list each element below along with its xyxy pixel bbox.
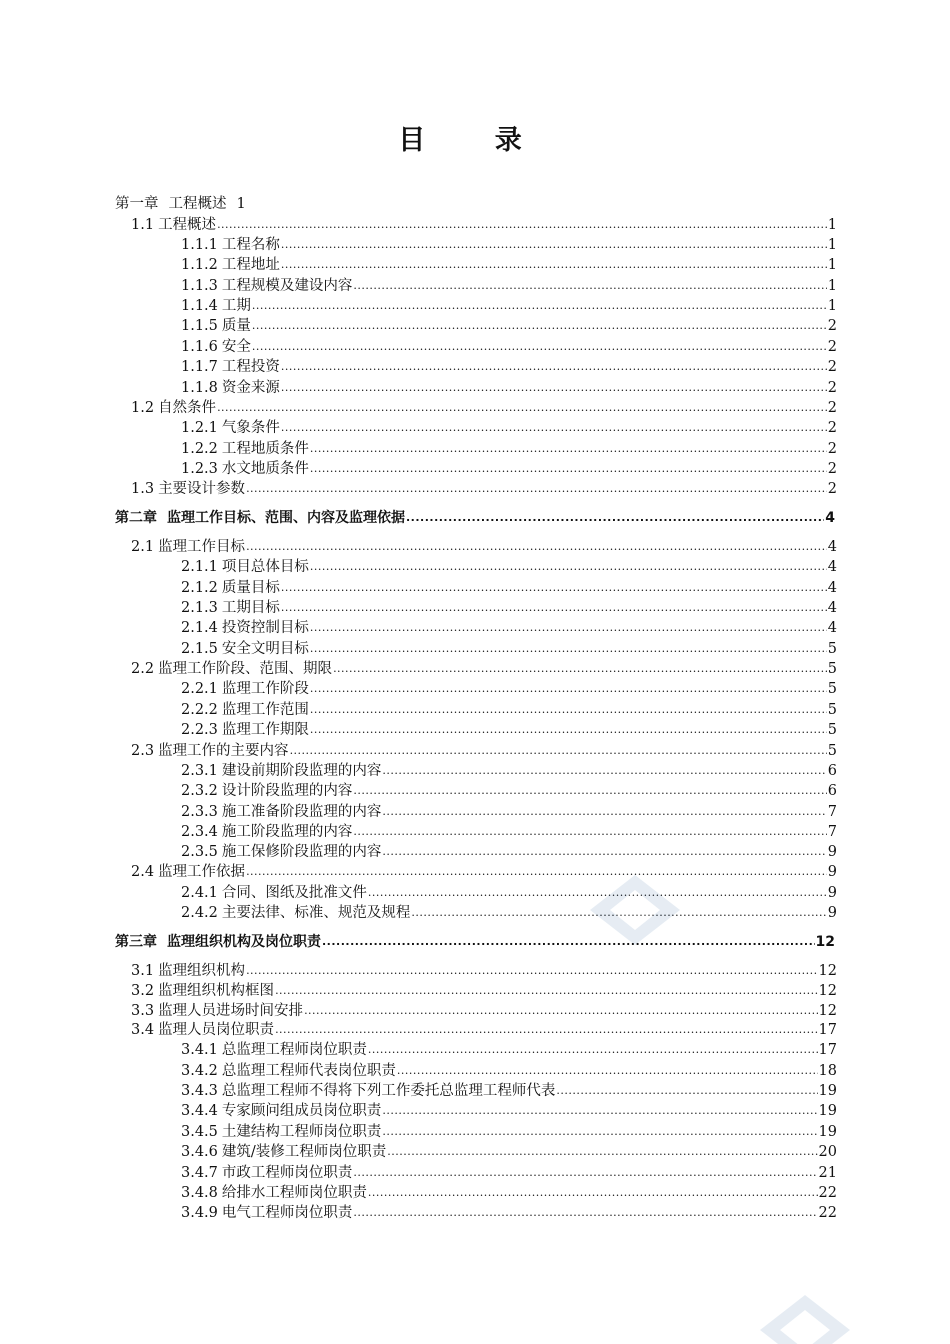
- toc-entry-title: 施工准备阶段监理的内容: [221, 804, 382, 820]
- toc-page-number: 17: [818, 1042, 837, 1058]
- toc-entry-number: 3.2: [131, 983, 155, 999]
- toc-entry-title: 工程概述: [168, 196, 227, 212]
- toc-entry[interactable]: [181, 598, 837, 618]
- toc-entry[interactable]: [181, 1101, 837, 1121]
- toc-dot-leader: [310, 719, 827, 740]
- toc-entry-number: 1.1.4: [181, 298, 218, 314]
- toc-entry-number: 3.4: [131, 1022, 155, 1038]
- toc-entry[interactable]: [181, 903, 837, 923]
- toc-entry-number: 2.4.1: [181, 885, 218, 901]
- toc-entry[interactable]: [181, 1122, 837, 1142]
- toc-entry-number: 1.1: [131, 217, 155, 233]
- toc-page-number: 9: [827, 885, 837, 901]
- toc-entry-number: 1.1.1: [181, 237, 218, 253]
- toc-page-number: 12: [818, 1003, 837, 1019]
- toc-entry[interactable]: [131, 398, 837, 418]
- toc-entry-title: 工程名称: [221, 237, 280, 253]
- toc-entry-title: 资金来源: [221, 380, 280, 396]
- toc-dot-leader: [310, 678, 827, 699]
- toc-page-number: 2: [827, 461, 837, 477]
- toc-entry[interactable]: [115, 508, 835, 528]
- toc-entry[interactable]: [181, 802, 837, 822]
- toc-entry-number: 2.2.1: [181, 681, 218, 697]
- toc-entry-title: 合同、图纸及批准文件: [221, 885, 367, 901]
- toc-dot-leader: [406, 507, 824, 528]
- toc-entry[interactable]: [115, 194, 246, 214]
- toc-entry-title: 自然条件: [158, 400, 217, 416]
- toc-entry-title: 工程概述: [158, 217, 217, 233]
- toc-entry-number: 2.2.3: [181, 722, 218, 738]
- toc-entry-title: 项目总体目标: [221, 559, 309, 575]
- toc-dot-leader: [246, 960, 817, 981]
- toc-entry[interactable]: [181, 781, 837, 801]
- toc-entry-number: 1.2.3: [181, 461, 218, 477]
- toc-dot-leader: [556, 1080, 817, 1101]
- toc-dot-leader: [353, 1202, 817, 1223]
- toc-entry-title: 工程地质条件: [221, 441, 309, 457]
- toc-page-number: 2: [827, 420, 837, 436]
- toc-entry-number: 2.3.5: [181, 844, 218, 860]
- toc-dot-leader: [217, 214, 827, 235]
- toc-entry-number: 1.1.2: [181, 257, 218, 273]
- toc-entry-title: 工程投资: [221, 359, 280, 375]
- toc-dot-leader: [382, 1121, 817, 1142]
- toc-page-number: 17: [818, 1022, 837, 1038]
- toc-page-number: 9: [827, 844, 837, 860]
- toc-page-number: 1: [827, 237, 837, 253]
- toc-entry[interactable]: [181, 1061, 837, 1081]
- toc-entry-number: 3.4.7: [181, 1165, 218, 1181]
- toc-entry-number: 3.4.2: [181, 1063, 218, 1079]
- toc-page-number: 12: [815, 934, 835, 950]
- toc-entry-number: 2.4.2: [181, 905, 218, 921]
- toc-entry-title: 水文地质条件: [221, 461, 309, 477]
- toc-dot-leader: [281, 377, 827, 398]
- toc-entry-title: 监理组织机构框图: [158, 983, 275, 999]
- toc-entry-number: 1.2.1: [181, 420, 218, 436]
- toc-dot-leader: [310, 638, 827, 659]
- toc-entry-number: 3.4.6: [181, 1144, 218, 1160]
- toc-entry-number: 2.1.2: [181, 580, 218, 596]
- toc-entry[interactable]: [131, 215, 837, 235]
- toc-entry[interactable]: [131, 537, 837, 557]
- toc-dot-leader: [310, 617, 827, 638]
- toc-entry-title: 监理组织机构及岗位职责: [167, 934, 321, 950]
- toc-page-number: 12: [818, 963, 837, 979]
- toc-page-number: 6: [827, 783, 837, 799]
- toc-entry-number: 3.4.5: [181, 1124, 218, 1140]
- toc-dot-leader: [281, 356, 827, 377]
- toc-dot-leader: [368, 1182, 818, 1203]
- toc-dot-leader: [275, 980, 817, 1001]
- toc-entry-title: 主要设计参数: [158, 481, 246, 497]
- toc-entry-number: 1.2: [131, 400, 155, 416]
- toc-entry-title: 给排水工程师岗位职责: [221, 1185, 367, 1201]
- toc-page-number: 2: [827, 481, 837, 497]
- toc-entry[interactable]: [131, 479, 837, 499]
- toc-entry-number: 1.1.7: [181, 359, 218, 375]
- toc-entry-title: 安全: [221, 339, 251, 355]
- toc-page-number: 1: [827, 257, 837, 273]
- toc-entry-title: 质量目标: [221, 580, 280, 596]
- toc-page-number: 4: [827, 620, 837, 636]
- toc-entry[interactable]: [181, 439, 837, 459]
- toc-entry-title: 施工保修阶段监理的内容: [221, 844, 382, 860]
- toc-page-number: 7: [827, 824, 837, 840]
- toc-entry[interactable]: [181, 578, 837, 598]
- toc-entry-title: 总监理工程师岗位职责: [221, 1042, 367, 1058]
- toc-entry[interactable]: [131, 1020, 837, 1040]
- toc-entry[interactable]: [131, 659, 837, 679]
- toc-page-number: 4: [825, 510, 835, 526]
- toc-dot-leader: [252, 336, 827, 357]
- toc-dot-leader: [322, 931, 815, 952]
- toc-entry-title: 监理人员进场时间安排: [158, 1003, 304, 1019]
- toc-entry-title: 工期目标: [221, 600, 280, 616]
- toc-page-number: 19: [818, 1103, 837, 1119]
- toc-entry-number: 3.3: [131, 1003, 155, 1019]
- toc-entry[interactable]: [181, 842, 837, 862]
- toc-entry-title: 监理工作的主要内容: [158, 743, 289, 759]
- toc-dot-leader: [290, 740, 827, 761]
- toc-page-number: 19: [818, 1083, 837, 1099]
- toc-dot-leader: [281, 577, 827, 598]
- toc-entry-title: 安全文明目标: [221, 641, 309, 657]
- toc-entry-number: 2.2.2: [181, 702, 218, 718]
- toc-entry[interactable]: [181, 1163, 837, 1183]
- toc-dot-leader: [333, 658, 827, 679]
- toc-entry-number: 2.3: [131, 743, 155, 759]
- toc-page-number: 1: [236, 196, 246, 212]
- toc-page-number: 1: [827, 298, 837, 314]
- toc-entry-number: 2.3.1: [181, 763, 218, 779]
- toc-dot-leader: [382, 841, 826, 862]
- toc-dot-leader: [310, 699, 827, 720]
- toc-page-number: 4: [827, 600, 837, 616]
- toc-entry-number: 1.1.3: [181, 278, 218, 294]
- toc-entry-number: 2.1.4: [181, 620, 218, 636]
- toc-entry-title: 监理工作阶段: [221, 681, 309, 697]
- toc-entry[interactable]: [181, 378, 837, 398]
- toc-entry[interactable]: [181, 618, 837, 638]
- toc-entry-number: 1.1.5: [181, 318, 218, 334]
- toc-entry-title: 监理工作范围: [221, 702, 309, 718]
- toc-entry-title: 监理工作目标: [158, 539, 246, 555]
- toc-page-number: 4: [827, 559, 837, 575]
- toc-dot-leader: [217, 397, 827, 418]
- toc-entry-number: 2.2: [131, 661, 155, 677]
- toc-entry[interactable]: [181, 235, 837, 255]
- toc-page-number: 6: [827, 763, 837, 779]
- toc-page-number: 7: [827, 804, 837, 820]
- toc-entry-number: 3.1: [131, 963, 155, 979]
- toc-page-number: 5: [827, 722, 837, 738]
- toc-entry-number: 第一章: [115, 196, 159, 212]
- toc-entry-number: 2.3.3: [181, 804, 218, 820]
- toc-entry[interactable]: [181, 761, 837, 781]
- toc-entry[interactable]: [181, 357, 837, 377]
- toc-entry-title: 监理组织机构: [158, 963, 246, 979]
- toc-entry-title: 建设前期阶段监理的内容: [221, 763, 382, 779]
- toc-page-number: 21: [818, 1165, 837, 1181]
- toc-entry-title: 设计阶段监理的内容: [221, 783, 353, 799]
- toc-dot-leader: [387, 1141, 817, 1162]
- toc-page-number: 2: [827, 318, 837, 334]
- toc-entry[interactable]: [131, 981, 837, 1001]
- toc-page-number: 5: [827, 681, 837, 697]
- toc-entry-title: 市政工程师岗位职责: [221, 1165, 353, 1181]
- toc-title: 目 录: [398, 125, 552, 156]
- toc-entry-number: 2.1.5: [181, 641, 218, 657]
- toc-entry-title: 建筑/装修工程师岗位职责: [221, 1144, 387, 1160]
- toc-page-number: 9: [827, 905, 837, 921]
- toc-dot-leader: [382, 801, 826, 822]
- watermark-logo-icon: [580, 870, 690, 950]
- toc-page-number: 1: [827, 278, 837, 294]
- toc-dot-leader: [382, 760, 826, 781]
- toc-entry-title: 监理人员岗位职责: [158, 1022, 275, 1038]
- toc-entry[interactable]: [115, 932, 835, 952]
- toc-entry-number: 2.3.2: [181, 783, 218, 799]
- toc-page-number: 5: [827, 743, 837, 759]
- toc-page-number: 2: [827, 441, 837, 457]
- toc-entry-number: 3.4.3: [181, 1083, 218, 1099]
- toc-dot-leader: [246, 861, 827, 882]
- toc-entry-number: 2.3.4: [181, 824, 218, 840]
- toc-entry[interactable]: [181, 720, 837, 740]
- toc-entry-number: 1.2.2: [181, 441, 218, 457]
- toc-page-number: 20: [818, 1144, 837, 1160]
- toc-entry[interactable]: [181, 700, 837, 720]
- toc-page-number: 9: [827, 864, 837, 880]
- toc-page-number: 2: [827, 359, 837, 375]
- toc-entry-number: 3.4.8: [181, 1185, 218, 1201]
- toc-dot-leader: [353, 275, 826, 296]
- toc-entry-title: 监理工作依据: [158, 864, 246, 880]
- toc-entry-title: 总监理工程师代表岗位职责: [221, 1063, 396, 1079]
- toc-page-number: 4: [827, 539, 837, 555]
- toc-entry-title: 监理工作期限: [221, 722, 309, 738]
- toc-page-number: 5: [827, 661, 837, 677]
- toc-dot-leader: [281, 417, 827, 438]
- toc-dot-leader: [304, 1000, 817, 1021]
- toc-entry-title: 监理工作阶段、范围、期限: [158, 661, 333, 677]
- toc-entry[interactable]: [181, 316, 837, 336]
- toc-page-number: 18: [818, 1063, 837, 1079]
- toc-entry-title: 投资控制目标: [221, 620, 309, 636]
- toc-page-number: 4: [827, 580, 837, 596]
- toc-dot-leader: [310, 458, 827, 479]
- toc-entry[interactable]: [181, 1142, 837, 1162]
- toc-entry-number: 3.4.4: [181, 1103, 218, 1119]
- toc-entry-title: 施工阶段监理的内容: [221, 824, 353, 840]
- toc-dot-leader: [275, 1019, 817, 1040]
- toc-entry-number: 2.4: [131, 864, 155, 880]
- toc-dot-leader: [310, 438, 827, 459]
- toc-page-number: 1: [827, 217, 837, 233]
- toc-entry-number: 1.1.8: [181, 380, 218, 396]
- toc-page-number: 2: [827, 400, 837, 416]
- toc-entry[interactable]: [181, 459, 837, 479]
- toc-dot-leader: [353, 780, 826, 801]
- watermark-logo-icon: [750, 1290, 860, 1344]
- toc-dot-leader: [397, 1060, 818, 1081]
- toc-entry-number: 3.4.1: [181, 1042, 218, 1058]
- toc-entry[interactable]: [131, 1001, 837, 1021]
- toc-entry-title: 工期: [221, 298, 251, 314]
- toc-entry[interactable]: [181, 822, 837, 842]
- toc-dot-leader: [353, 821, 826, 842]
- toc-entry-number: 2.1.1: [181, 559, 218, 575]
- toc-entry-number: 第三章: [115, 934, 157, 950]
- toc-entry-number: 1.1.6: [181, 339, 218, 355]
- toc-entry[interactable]: [181, 679, 837, 699]
- toc-dot-leader: [246, 536, 827, 557]
- toc-entry-number: 第二章: [115, 510, 157, 526]
- toc-dot-leader: [252, 295, 827, 316]
- toc-page-number: 2: [827, 339, 837, 355]
- toc-entry[interactable]: [181, 276, 837, 296]
- toc-entry[interactable]: [181, 639, 837, 659]
- toc-dot-leader: [382, 1100, 817, 1121]
- toc-page-number: 5: [827, 641, 837, 657]
- toc-entry[interactable]: [181, 1040, 837, 1060]
- toc-entry[interactable]: [181, 337, 837, 357]
- toc-entry-title: 质量: [221, 318, 251, 334]
- toc-entry-number: 2.1.3: [181, 600, 218, 616]
- toc-dot-leader: [353, 1162, 817, 1183]
- toc-entry-title: 气象条件: [221, 420, 280, 436]
- toc-entry-number: 3.4.9: [181, 1205, 218, 1221]
- toc-entry[interactable]: [181, 418, 837, 438]
- toc-entry[interactable]: [181, 255, 837, 275]
- toc-entry-title: 总监理工程师不得将下列工作委托总监理工程师代表: [221, 1083, 556, 1099]
- toc-entry-number: 1.3: [131, 481, 155, 497]
- toc-entry[interactable]: [181, 557, 837, 577]
- toc-entry[interactable]: [131, 862, 837, 882]
- toc-page-number: 12: [818, 983, 837, 999]
- toc-entry[interactable]: [181, 883, 837, 903]
- toc-entry-title: 工程地址: [221, 257, 280, 273]
- toc-dot-leader: [368, 1039, 818, 1060]
- toc-dot-leader: [281, 597, 827, 618]
- toc-dot-leader: [281, 234, 827, 255]
- toc-entry[interactable]: [131, 741, 837, 761]
- toc-entry-title: 电气工程师岗位职责: [221, 1205, 353, 1221]
- toc-entry-title: 专家顾问组成员岗位职责: [221, 1103, 382, 1119]
- toc-entry[interactable]: [181, 296, 837, 316]
- toc-entry-title: 主要法律、标准、规范及规程: [221, 905, 411, 921]
- toc-page-number: 22: [818, 1185, 837, 1201]
- toc-dot-leader: [310, 556, 827, 577]
- toc-page-number: 22: [818, 1205, 837, 1221]
- toc-page-number: 2: [827, 380, 837, 396]
- toc-entry-number: 2.1: [131, 539, 155, 555]
- toc-dot-leader: [246, 478, 827, 499]
- toc-entry-title: 土建结构工程师岗位职责: [221, 1124, 382, 1140]
- toc-dot-leader: [281, 254, 827, 275]
- toc-dot-leader: [252, 315, 827, 336]
- toc-entry-title: 监理工作目标、范围、内容及监理依据: [167, 510, 405, 526]
- toc-page-number: 19: [818, 1124, 837, 1140]
- toc-entry[interactable]: [181, 1203, 837, 1223]
- toc-entry[interactable]: [181, 1081, 837, 1101]
- toc-entry[interactable]: [181, 1183, 837, 1203]
- toc-entry[interactable]: [131, 961, 837, 981]
- toc-page-number: 5: [827, 702, 837, 718]
- toc-entry-title: 工程规模及建设内容: [221, 278, 353, 294]
